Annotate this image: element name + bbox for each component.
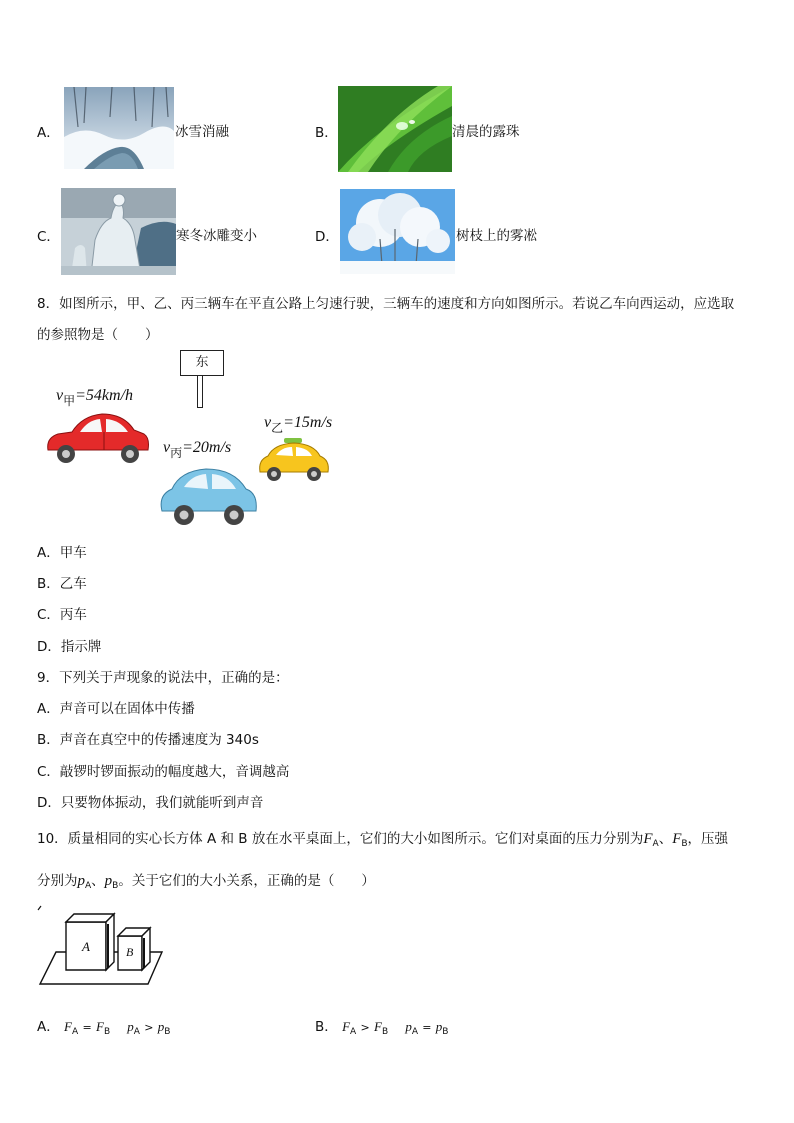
q7-option-c-letter: C． — [37, 229, 60, 245]
q7-option-b-caption: 清晨的露珠 — [452, 124, 520, 140]
q9-stem: 9．下列关于声现象的说法中，正确的是： — [37, 670, 289, 686]
q8-option-d: D．指示牌 — [37, 639, 102, 655]
q8-option-a: A．甲车 — [37, 545, 87, 561]
dewdrop-photo — [338, 86, 452, 172]
yellow-car-yi — [256, 436, 332, 486]
v-yi-label: $v_乙=15m/s$ — [264, 414, 333, 435]
q9-option-d: D．只要物体振动，我们就能听到声音 — [37, 795, 264, 811]
v-jia-label: $v_甲=54km/h$ — [56, 387, 134, 408]
q8-stem-line2: 的参照物是（ ） — [37, 327, 159, 343]
q7-option-a-caption: 冰雪消融 — [175, 124, 229, 140]
q8-stem-line1: 8．如图所示，甲、乙、丙三辆车在平直公路上匀速行驶，三辆车的速度和方向如图所示。若说乙车向西运动，应选取 — [37, 296, 735, 312]
q7-option-a-letter: A． — [37, 125, 60, 141]
q7-option-d-letter: D． — [315, 229, 339, 245]
ice-sculpture-photo — [61, 188, 176, 275]
q8-option-b: B．乙车 — [37, 576, 87, 592]
q9-option-a: A．声音可以在固体中传播 — [37, 701, 195, 717]
block-b-label: B — [126, 945, 134, 959]
melting-snow-photo — [64, 87, 174, 169]
q10-stem-line1: 10．质量相同的实心长方体 A 和 B 放在水平桌面上，它们的大小如图所示。它们对桌面的压力分别为$F_A$、$F_B$，压强 — [37, 831, 729, 849]
q10-option-a: A． $F_A = F_B$ $p_A > p_B$ — [37, 1019, 171, 1037]
q9-option-c: C．敲锣时锣面振动的幅度越大，音调越高 — [37, 764, 290, 780]
blue-car-bing — [158, 465, 260, 529]
red-car-jia — [44, 410, 152, 468]
q7-option-d-caption: 树枝上的雾凇 — [456, 228, 537, 244]
sign-post — [197, 376, 203, 408]
rime-frost-trees-photo — [340, 189, 455, 274]
q10-stem-line2: 分别为$p_A$、$p_B$。关于它们的大小关系，正确的是（ ） — [37, 873, 375, 891]
q10-option-b: B． $F_A > F_B$ $p_A = p_B$ — [315, 1019, 449, 1037]
blocks-diagram — [36, 902, 168, 990]
q7-option-b-letter: B． — [315, 125, 338, 141]
q7-option-c-caption: 寒冬冰雕变小 — [176, 228, 257, 244]
q9-option-b: B．声音在真空中的传播速度为 340s — [37, 732, 259, 748]
v-bing-label: $v_丙=20m/s$ — [163, 439, 232, 460]
block-a-label: A — [82, 939, 90, 954]
east-sign-text: 东 — [195, 355, 209, 370]
q8-option-c: C．丙车 — [37, 607, 87, 623]
east-sign — [180, 350, 224, 376]
